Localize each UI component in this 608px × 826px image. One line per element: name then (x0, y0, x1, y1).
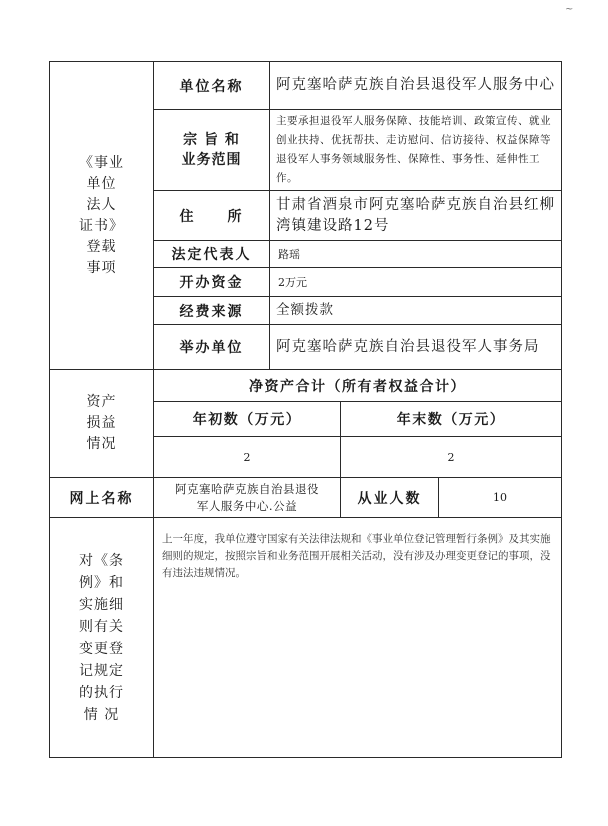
execution-section-label: 对《条 例》和 实施细 则有关 变更登 记规定 的执行 情 况 (50, 518, 154, 758)
sponsor-label: 举办单位 (154, 325, 270, 370)
page-mark: ~ (565, 4, 574, 15)
online-name-value: 阿克塞哈萨克族自治县退役 军人服务中心.公益 (154, 478, 341, 518)
purpose-value: 主要承担退役军人服务保障、技能培训、政策宣传、就业创业扶持、优抚帮扶、走访慰问、信访接待、权益保障等退役军人事务领域服务性、保障性、事务性、延伸性工作。 (270, 110, 562, 191)
begin-year-header: 年初数（万元） (154, 402, 341, 437)
unit-name-value: 阿克塞哈萨克族自治县退役军人服务中心 (270, 62, 562, 110)
funding-label: 经费来源 (154, 297, 270, 325)
execution-report-text: 上一年度，我单位遵守国家有关法律法规和《事业单位登记管理暂行条例》及其实施细则的规定，按照宗旨和业务范围开展相关活动，没有涉及办理变更登记的事项，没有违法违规情况。 (154, 518, 562, 758)
purpose-label: 宗 旨 和 业务范围 (154, 110, 270, 191)
online-name-label: 网上名称 (50, 478, 154, 518)
annual-report-form (49, 61, 562, 758)
row-assets-header (50, 370, 562, 402)
staff-count-label: 从业人数 (341, 478, 439, 518)
end-year-value: 2 (341, 437, 562, 478)
row-unit-name (50, 62, 562, 110)
address-label: 住 所 (154, 191, 270, 241)
assets-section-label: 资产 损益 情况 (50, 370, 154, 478)
staff-count-value: 10 (439, 478, 562, 518)
legal-rep-label: 法定代表人 (154, 241, 270, 268)
unit-name-label: 单位名称 (154, 62, 270, 110)
net-assets-header: 净资产合计（所有者权益合计） (154, 370, 562, 402)
capital-label: 开办资金 (154, 268, 270, 297)
sponsor-value: 阿克塞哈萨克族自治县退役军人事务局 (270, 325, 562, 370)
funding-value: 全额拨款 (270, 297, 562, 325)
legal-rep-value: 路瑶 (270, 241, 562, 268)
row-online-name (50, 478, 562, 518)
end-year-header: 年末数（万元） (341, 402, 562, 437)
capital-value: 2万元 (270, 268, 562, 297)
row-execution (50, 518, 562, 758)
address-value: 甘肃省酒泉市阿克塞哈萨克族自治县红柳湾镇建设路12号 (270, 191, 562, 241)
registration-section-label: 《事业 单位 法人 证书》 登载 事项 (50, 62, 154, 370)
begin-year-value: 2 (154, 437, 341, 478)
